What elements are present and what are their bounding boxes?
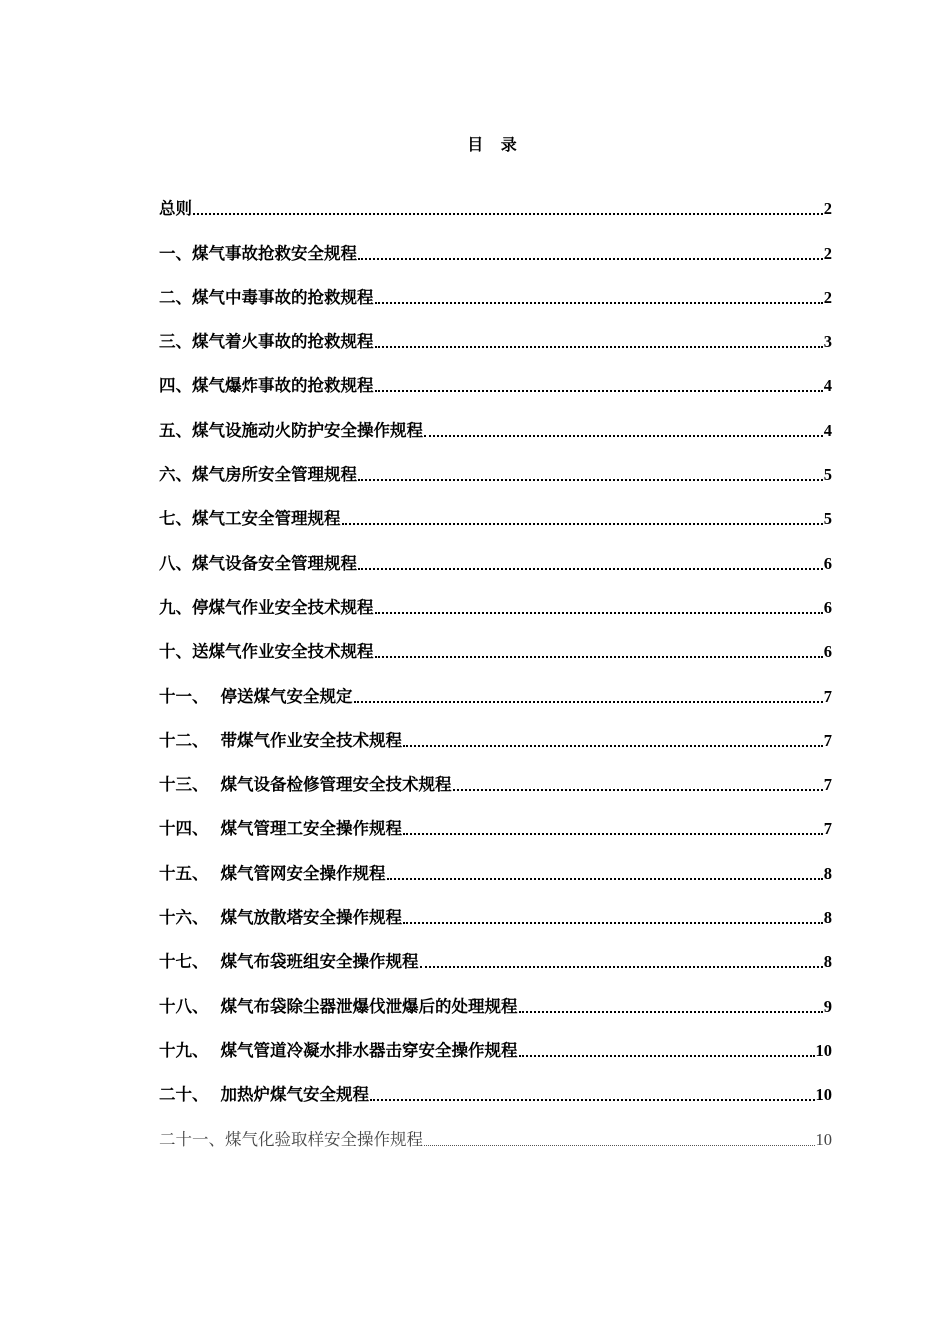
toc-entry-page-number: 2: [823, 199, 832, 219]
toc-entry-title: 煤气放散塔安全操作规程: [220, 908, 402, 928]
toc-entry[interactable]: [159, 1106, 832, 1150]
toc-entry-title: 四、煤气爆炸事故的抢救规程: [159, 376, 374, 396]
toc-entry-number: 十三、: [159, 775, 209, 795]
toc-entry-title: 煤气布袋班组安全操作规程: [220, 952, 419, 972]
toc-entry[interactable]: [159, 663, 832, 707]
toc-entry[interactable]: [159, 353, 832, 397]
toc-entry-title: 煤气设备检修管理安全技术规程: [220, 775, 452, 795]
table-of-contents: [159, 176, 832, 1151]
toc-entry[interactable]: [159, 265, 832, 309]
toc-entry-number: 二十、: [159, 1085, 209, 1105]
toc-entry-title: 八、煤气设备安全管理规程: [159, 553, 357, 573]
toc-entry-page-number: 7: [823, 730, 832, 750]
toc-title: 目 录: [467, 135, 523, 154]
toc-entry-title: 煤气布袋除尘器泄爆伐泄爆后的处理规程: [220, 996, 518, 1016]
toc-entry[interactable]: [159, 575, 832, 619]
toc-dot-leader: [342, 523, 823, 525]
toc-dot-leader: [424, 1145, 815, 1146]
toc-entry-number: 十一、: [159, 686, 209, 706]
toc-entry-page-number: 8: [823, 908, 832, 928]
toc-entry[interactable]: [159, 840, 832, 884]
toc-entry[interactable]: [159, 973, 832, 1017]
toc-dot-leader: [358, 258, 823, 260]
toc-entry-page-number: 6: [823, 553, 832, 573]
toc-entry-page-number: 6: [823, 597, 832, 617]
toc-dot-leader: [354, 701, 823, 703]
toc-entry-title: 六、煤气房所安全管理规程: [159, 465, 357, 485]
toc-dot-leader: [403, 922, 823, 924]
toc-entry[interactable]: [159, 929, 832, 973]
toc-dot-leader: [403, 833, 823, 835]
toc-entry-page-number: 10: [815, 1085, 832, 1105]
toc-entry-title: 三、煤气着火事故的抢救规程: [159, 332, 374, 352]
toc-dot-leader: [358, 568, 823, 570]
toc-entry-page-number: 5: [823, 465, 832, 485]
toc-entry[interactable]: [159, 1018, 832, 1062]
toc-dot-leader: [387, 878, 823, 880]
toc-entry-title: 停送煤气安全规定: [220, 686, 353, 706]
toc-entry[interactable]: [159, 530, 832, 574]
toc-entry-title: 总则: [159, 199, 192, 219]
toc-entry-number: 十四、: [159, 819, 209, 839]
toc-entry-page-number: 8: [823, 863, 832, 883]
toc-entry-title: 二、煤气中毒事故的抢救规程: [159, 287, 374, 307]
toc-entry-page-number: 2: [823, 243, 832, 263]
toc-entry-page-number: 2: [823, 287, 832, 307]
toc-entry-page-number: 7: [823, 775, 832, 795]
toc-dot-leader: [453, 789, 823, 791]
toc-entry-title: 一、煤气事故抢救安全规程: [159, 243, 357, 263]
toc-entry[interactable]: [159, 309, 832, 353]
toc-dot-leader: [375, 302, 823, 304]
toc-entry-title: 煤气管道冷凝水排水器击穿安全操作规程: [220, 1040, 518, 1060]
toc-entry-page-number: 9: [823, 996, 832, 1016]
toc-entry-title: 七、煤气工安全管理规程: [159, 509, 341, 529]
toc-entry-title: 煤气管网安全操作规程: [220, 863, 386, 883]
toc-entry[interactable]: [159, 176, 832, 220]
toc-entry-title: 加热炉煤气安全规程: [220, 1085, 369, 1105]
toc-dot-leader: [370, 1099, 815, 1101]
toc-entry[interactable]: [159, 220, 832, 264]
toc-dot-leader: [375, 656, 823, 658]
toc-entry[interactable]: [159, 619, 832, 663]
toc-entry-title: 煤气管理工安全操作规程: [220, 819, 402, 839]
toc-dot-leader: [420, 966, 823, 968]
toc-entry-page-number: 4: [823, 376, 832, 396]
toc-entry[interactable]: [159, 752, 832, 796]
toc-dot-leader: [375, 346, 823, 348]
toc-entry-title: 九、停煤气作业安全技术规程: [159, 597, 374, 617]
toc-entry-page-number: 7: [823, 819, 832, 839]
toc-entry[interactable]: [159, 1062, 832, 1106]
toc-dot-leader: [519, 1011, 823, 1013]
toc-entry-title: 五、煤气设施动火防护安全操作规程: [159, 420, 423, 440]
toc-entry[interactable]: [159, 796, 832, 840]
toc-entry[interactable]: [159, 708, 832, 752]
toc-entry-number: 十九、: [159, 1040, 209, 1060]
toc-entry-page-number: 8: [823, 952, 832, 972]
toc-entry-number: 十五、: [159, 863, 209, 883]
toc-dot-leader: [424, 435, 823, 437]
toc-dot-leader: [358, 479, 823, 481]
toc-entry-page-number: 4: [823, 420, 832, 440]
toc-entry-number: 十八、: [159, 996, 209, 1016]
toc-entry-page-number: 10: [815, 1129, 832, 1149]
toc-dot-leader: [193, 213, 823, 215]
toc-entry-number: 十二、: [159, 730, 209, 750]
toc-entry[interactable]: [159, 486, 832, 530]
toc-entry-page-number: 3: [823, 332, 832, 352]
toc-entry-page-number: 10: [815, 1040, 832, 1060]
toc-entry-page-number: 7: [823, 686, 832, 706]
toc-entry[interactable]: [159, 442, 832, 486]
toc-entry-number: 十六、: [159, 908, 209, 928]
toc-entry-title: 二十一、煤气化验取样安全操作规程: [159, 1129, 423, 1149]
toc-dot-leader: [519, 1055, 815, 1057]
toc-entry-title: 十、送煤气作业安全技术规程: [159, 642, 374, 662]
toc-dot-leader: [403, 745, 823, 747]
toc-entry[interactable]: [159, 885, 832, 929]
toc-dot-leader: [375, 390, 823, 392]
toc-entry-page-number: 6: [823, 642, 832, 662]
toc-entry-number: 十七、: [159, 952, 209, 972]
toc-dot-leader: [375, 612, 823, 614]
toc-entry[interactable]: [159, 397, 832, 441]
toc-entry-page-number: 5: [823, 509, 832, 529]
toc-entry-title: 带煤气作业安全技术规程: [220, 730, 402, 750]
